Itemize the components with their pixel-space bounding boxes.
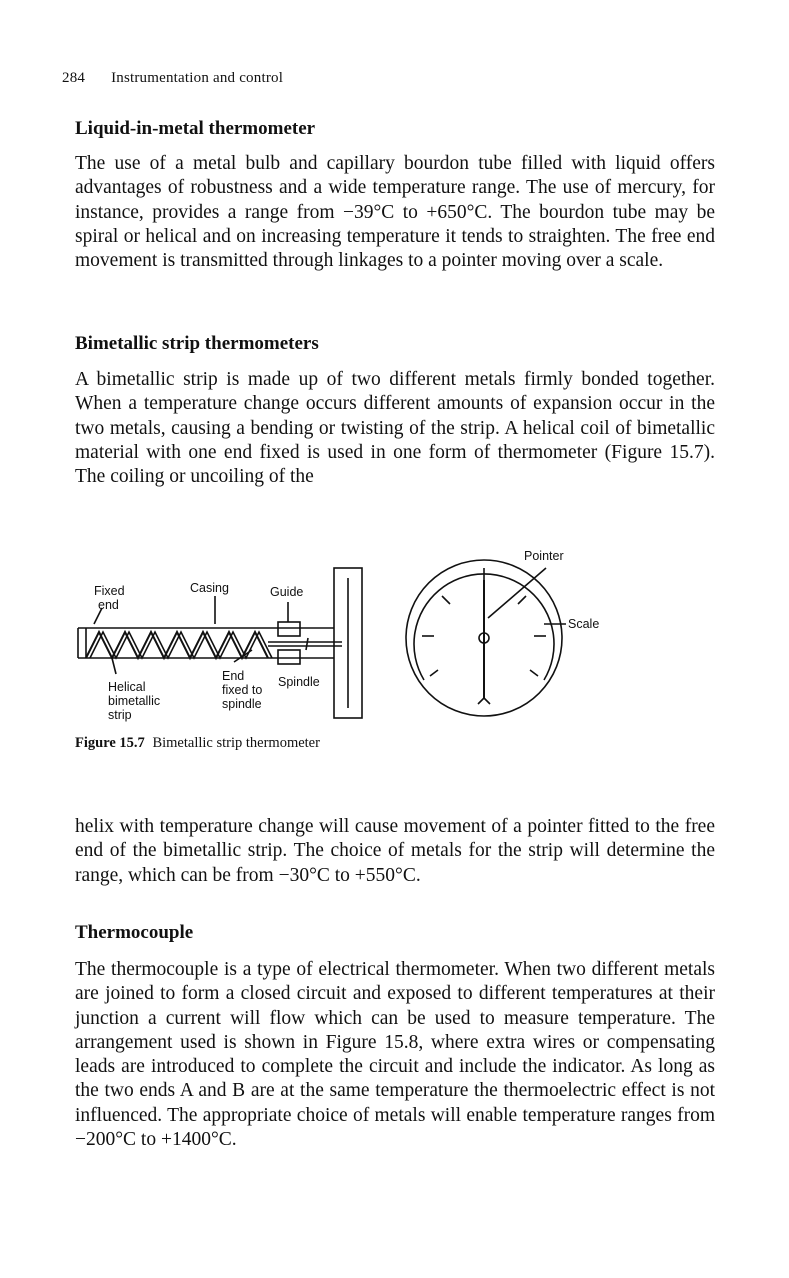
paragraph-thermocouple: The thermocouple is a type of electrical thermometer. When two different metals are joined to form a closed circuit and exposed to different temperatures at their junction a current will flow which can be used to measure temperature. The arrangement used is shown in Figure 15.8, where extra wires or compensating leads are introduced to complete the circuit and include the indicator. As long as the two ends A and B are at the same temperature the thermoelectric effect is not influenced. The appropriate choice of metals will enable temperature ranges from −200°C to +1400°C. (75, 959, 715, 1151)
leader-helical (112, 658, 116, 674)
section-heading-liquid-in-metal: Liquid-in-metal thermometer (75, 118, 316, 139)
label-helical-3: strip (108, 708, 132, 722)
label-guide: Guide (270, 585, 304, 599)
running-header (62, 70, 283, 87)
pointer-tail-right (484, 698, 490, 704)
label-pointer: Pointer (524, 549, 564, 563)
paragraph-liquid-in-metal: The use of a metal bulb and capillary bourdon tube filled with liquid offers advantages of robustness and a wide temperature range. The use of mercury, for instance, provides a range from −39°C to +650°C. The bourdon tube may be spiral or helical and on increasing temperature it tends to straighten. The free end movement is transmitted through linkages to a pointer moving over a scale. (75, 153, 715, 272)
label-end: end (98, 598, 119, 612)
label-spindle: Spindle (278, 675, 320, 689)
scale-tick-ll (430, 670, 438, 676)
page-number: 284 (62, 70, 86, 86)
label-helical-2: bimetallic (108, 694, 161, 708)
paragraph-bimetallic-continued: helix with temperature change will cause movement of a pointer fitted to the free end of the bimetallic strip. The choice of metals for the strip will determine the range, which can be from −30°C to +550°C. (75, 816, 715, 886)
figure-caption (75, 735, 320, 752)
scale-tick-lr (530, 670, 538, 676)
figure-diagram (72, 538, 600, 728)
figure-bimetallic-thermometer (72, 538, 600, 728)
figure-labels (94, 549, 599, 722)
label-scale: Scale (568, 617, 600, 631)
scale-tick-ur (518, 596, 526, 604)
figure-caption-text: Bimetallic strip thermometer (152, 735, 320, 751)
label-end-3: spindle (222, 697, 262, 711)
pointer-tail-left (478, 698, 484, 704)
label-helical-1: Helical (108, 680, 146, 694)
section-heading-thermocouple: Thermocouple (75, 922, 194, 943)
paragraph-bimetallic: A bimetallic strip is made up of two different metals firmly bonded together. When a temperature change occurs different amounts of expansion occur in the two metals, causing a bending or twisting of the strip. A helical coil of bimetallic material with one end fixed is used in one form of thermometer (Figure 15.7). The coiling or uncoiling of the (75, 369, 715, 488)
figure-label: Figure 15.7 (75, 735, 145, 751)
guide-block-top (278, 622, 300, 636)
label-fixed: Fixed (94, 584, 125, 598)
label-casing: Casing (190, 581, 229, 595)
label-end-2: fixed to (222, 683, 263, 697)
scale-tick-ul (442, 596, 450, 604)
leader-spindle (306, 638, 308, 650)
section-heading-bimetallic: Bimetallic strip thermometers (75, 333, 319, 354)
label-end-1: End (222, 669, 245, 683)
running-title: Instrumentation and control (111, 70, 284, 86)
guide-block-bottom (278, 650, 300, 664)
